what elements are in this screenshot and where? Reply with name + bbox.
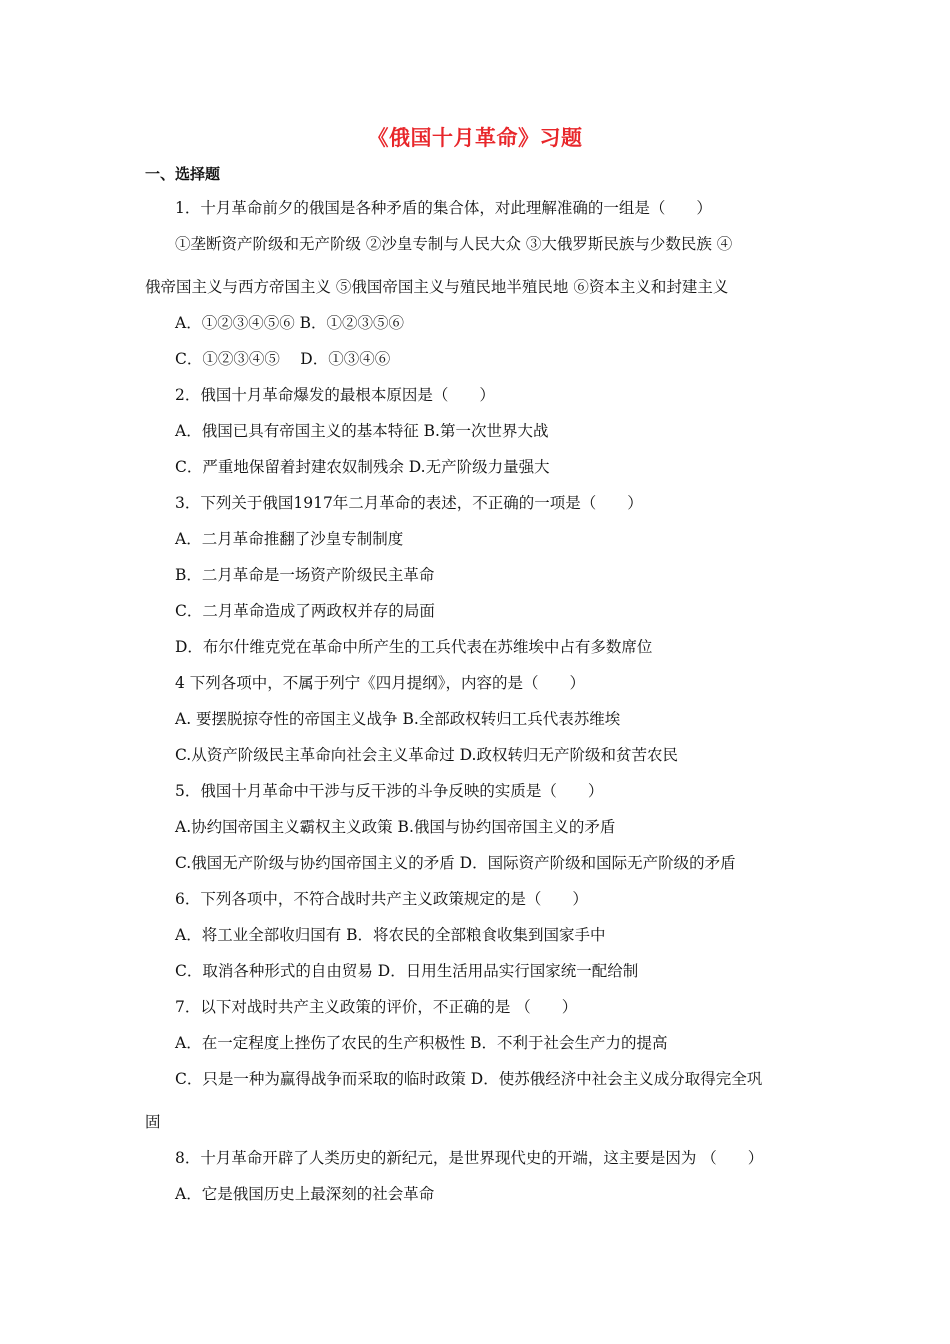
question-7-option-cd-cont: 固 [145, 1113, 161, 1131]
question-1-items: ①垄断资产阶级和无产阶级 ②沙皇专制与人民大众 ③大俄罗斯民族与少数民族 ④ [175, 235, 733, 253]
question-6-option-cd: C．取消各种形式的自由贸易 D．日用生活用品实行国家统一配给制 [175, 962, 639, 980]
question-7-option-cd: C．只是一种为赢得战争而采取的临时政策 D．使苏俄经济中社会主义成分取得完全巩 [175, 1070, 763, 1088]
question-1-stem: 1．十月革命前夕的俄国是各种矛盾的集合体，对此理解准确的一组是（ ） [175, 199, 712, 217]
question-4-option-cd: C.从资产阶级民主革命向社会主义革命过 D.政权转归无产阶级和贫苦农民 [175, 746, 678, 764]
question-4-stem: 4 下列各项中，不属于列宁《四月提纲》，内容的是（ ） [175, 674, 586, 692]
question-6-stem: 6．下列各项中，不符合战时共产主义政策规定的是（ ） [175, 890, 588, 908]
question-1-option-ab: A．①②③④⑤⑥ B．①②③⑤⑥ [175, 314, 405, 332]
question-6-option-ab: A．将工业全部收归国有 B．将农民的全部粮食收集到国家手中 [175, 926, 606, 944]
question-3-option-d: D．布尔什维克党在革命中所产生的工兵代表在苏维埃中占有多数席位 [175, 638, 653, 656]
question-3-option-a: A．二月革命推翻了沙皇专制制度 [175, 530, 404, 548]
question-3-option-b: B．二月革命是一场资产阶级民主革命 [175, 566, 435, 584]
section-heading: 一、选择题 [145, 165, 221, 183]
question-2-option-cd: C．严重地保留着封建农奴制残余 D.无产阶级力量强大 [175, 458, 550, 476]
question-5-stem: 5．俄国十月革命中干涉与反干涉的斗争反映的实质是（ ） [175, 782, 604, 800]
question-3-option-c: C．二月革命造成了两政权并存的局面 [175, 602, 435, 620]
question-7-stem: 7．以下对战时共产主义政策的评价，不正确的是 （ ） [175, 998, 578, 1016]
question-1-option-cd: C．①②③④⑤ D．①③④⑥ [175, 350, 391, 368]
question-3-stem: 3．下列关于俄国1917年二月革命的表述，不正确的一项是（ ） [175, 494, 643, 512]
question-5-option-cd: C.俄国无产阶级与协约国帝国主义的矛盾 D．国际资产阶级和国际无产阶级的矛盾 [175, 854, 736, 872]
document-title: 《俄国十月革命》习题 [367, 125, 583, 150]
question-1-items-cont: 俄帝国主义与西方帝国主义 ⑤俄国帝国主义与殖民地半殖民地 ⑥资本主义和封建主义 [145, 278, 729, 296]
question-7-option-ab: A．在一定程度上挫伤了农民的生产积极性 B．不利于社会生产力的提高 [175, 1034, 668, 1052]
question-4-option-ab: A. 要摆脱掠夺性的帝国主义战争 B.全部政权转归工兵代表苏维埃 [175, 710, 621, 728]
question-8-option-a: A．它是俄国历史上最深刻的社会革命 [175, 1185, 435, 1203]
question-8-stem: 8．十月革命开辟了人类历史的新纪元，是世界现代史的开端，这主要是因为 （ ） [175, 1149, 764, 1167]
question-2-option-ab: A．俄国已具有帝国主义的基本特征 B.第一次世界大战 [175, 422, 549, 440]
question-2-stem: 2．俄国十月革命爆发的最根本原因是（ ） [175, 386, 495, 404]
question-5-option-ab: A.协约国帝国主义霸权主义政策 B.俄国与协约国帝国主义的矛盾 [175, 818, 616, 836]
